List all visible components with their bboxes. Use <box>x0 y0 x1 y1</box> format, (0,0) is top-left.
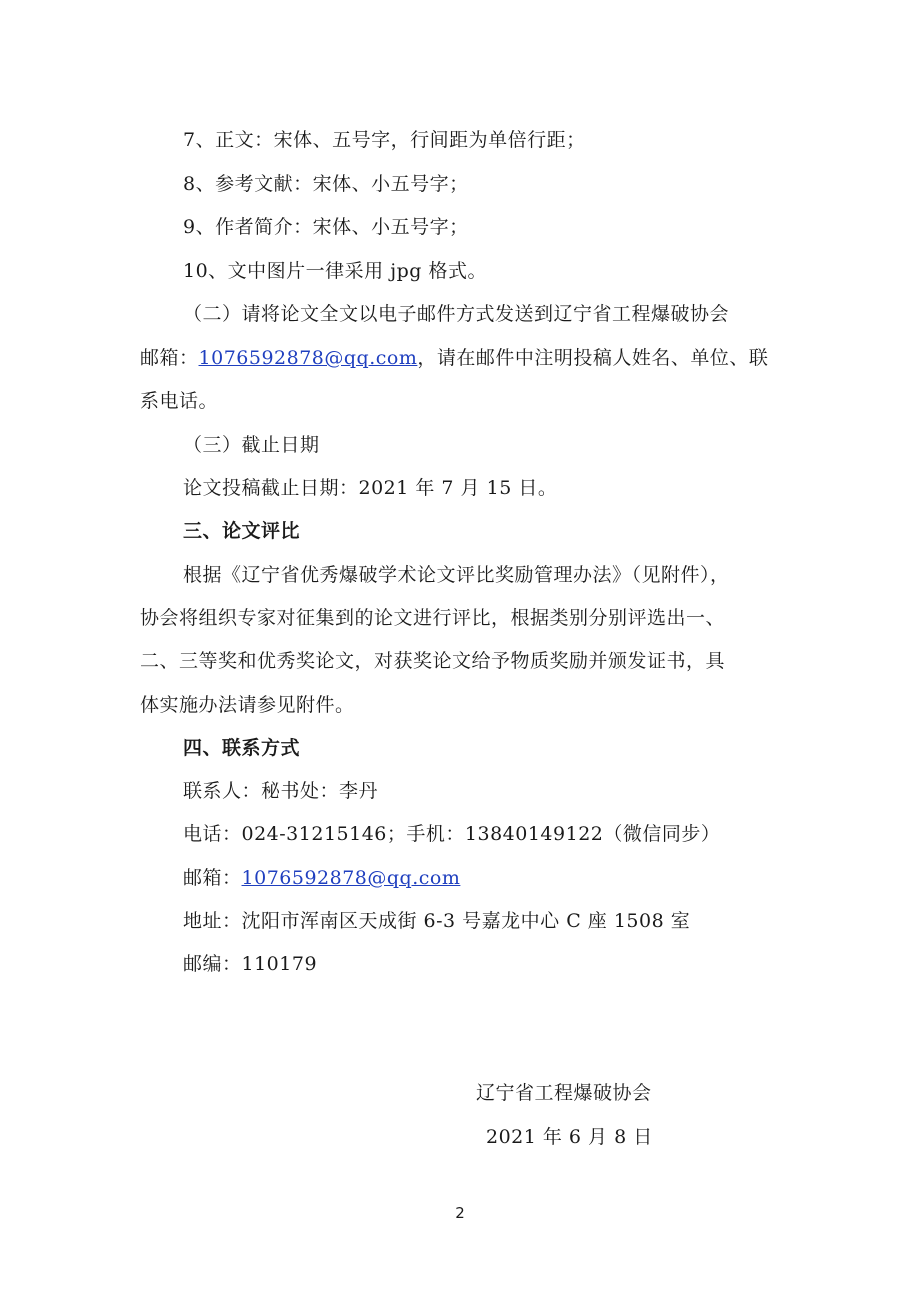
signature-date: 2021 年 6 月 8 日 <box>486 1126 653 1148</box>
evaluation-line-4: 体实施办法请参见附件。 <box>140 694 355 716</box>
contact-person: 联系人：秘书处：李丹 <box>183 780 379 802</box>
contact-postcode: 邮编：110179 <box>183 953 318 975</box>
submission-line-2 <box>140 345 780 371</box>
page-number: 2 <box>455 1204 465 1222</box>
list-item-7: 7、正文：宋体、五号字，行间距为单倍行距； <box>183 129 586 151</box>
contact-heading: 四、联系方式 <box>183 737 301 759</box>
submission-line-2-suffix: ，请在邮件中注明投稿人姓名、单位、联 <box>417 347 769 369</box>
submission-email-link[interactable]: 1076592878@qq.com <box>198 347 418 369</box>
evaluation-heading: 三、论文评比 <box>183 520 301 542</box>
deadline-text: 论文投稿截止日期：2021 年 7 月 15 日。 <box>183 477 558 499</box>
list-item-9: 9、作者简介：宋体、小五号字； <box>183 216 469 238</box>
submission-line-3: 系电话。 <box>140 390 219 412</box>
evaluation-line-2: 协会将组织专家对征集到的论文进行评比，根据类别分别评选出一、 <box>140 607 726 629</box>
contact-email-label: 邮箱： <box>183 867 242 889</box>
deadline-heading: （三）截止日期 <box>183 434 320 456</box>
contact-email-link[interactable]: 1076592878@qq.com <box>241 867 461 889</box>
list-item-10: 10、文中图片一律采用 jpg 格式。 <box>183 260 487 282</box>
submission-line-1: （二）请将论文全文以电子邮件方式发送到辽宁省工程爆破协会 <box>183 303 730 325</box>
signature-org: 辽宁省工程爆破协会 <box>476 1082 652 1104</box>
evaluation-line-3: 二、三等奖和优秀奖论文，对获奖论文给予物质奖励并颁发证书，具 <box>140 650 726 672</box>
contact-phone: 电话：024-31215146；手机：13840149122（微信同步） <box>183 823 721 845</box>
contact-email-line <box>183 865 783 891</box>
contact-address: 地址：沈阳市浑南区天成街 6-3 号嘉龙中心 C 座 1508 室 <box>183 910 691 932</box>
evaluation-line-1: 根据《辽宁省优秀爆破学术论文评比奖励管理办法》（见附件）， <box>183 564 730 586</box>
submission-email-label: 邮箱： <box>140 347 199 369</box>
list-item-8: 8、参考文献：宋体、小五号字； <box>183 173 469 195</box>
